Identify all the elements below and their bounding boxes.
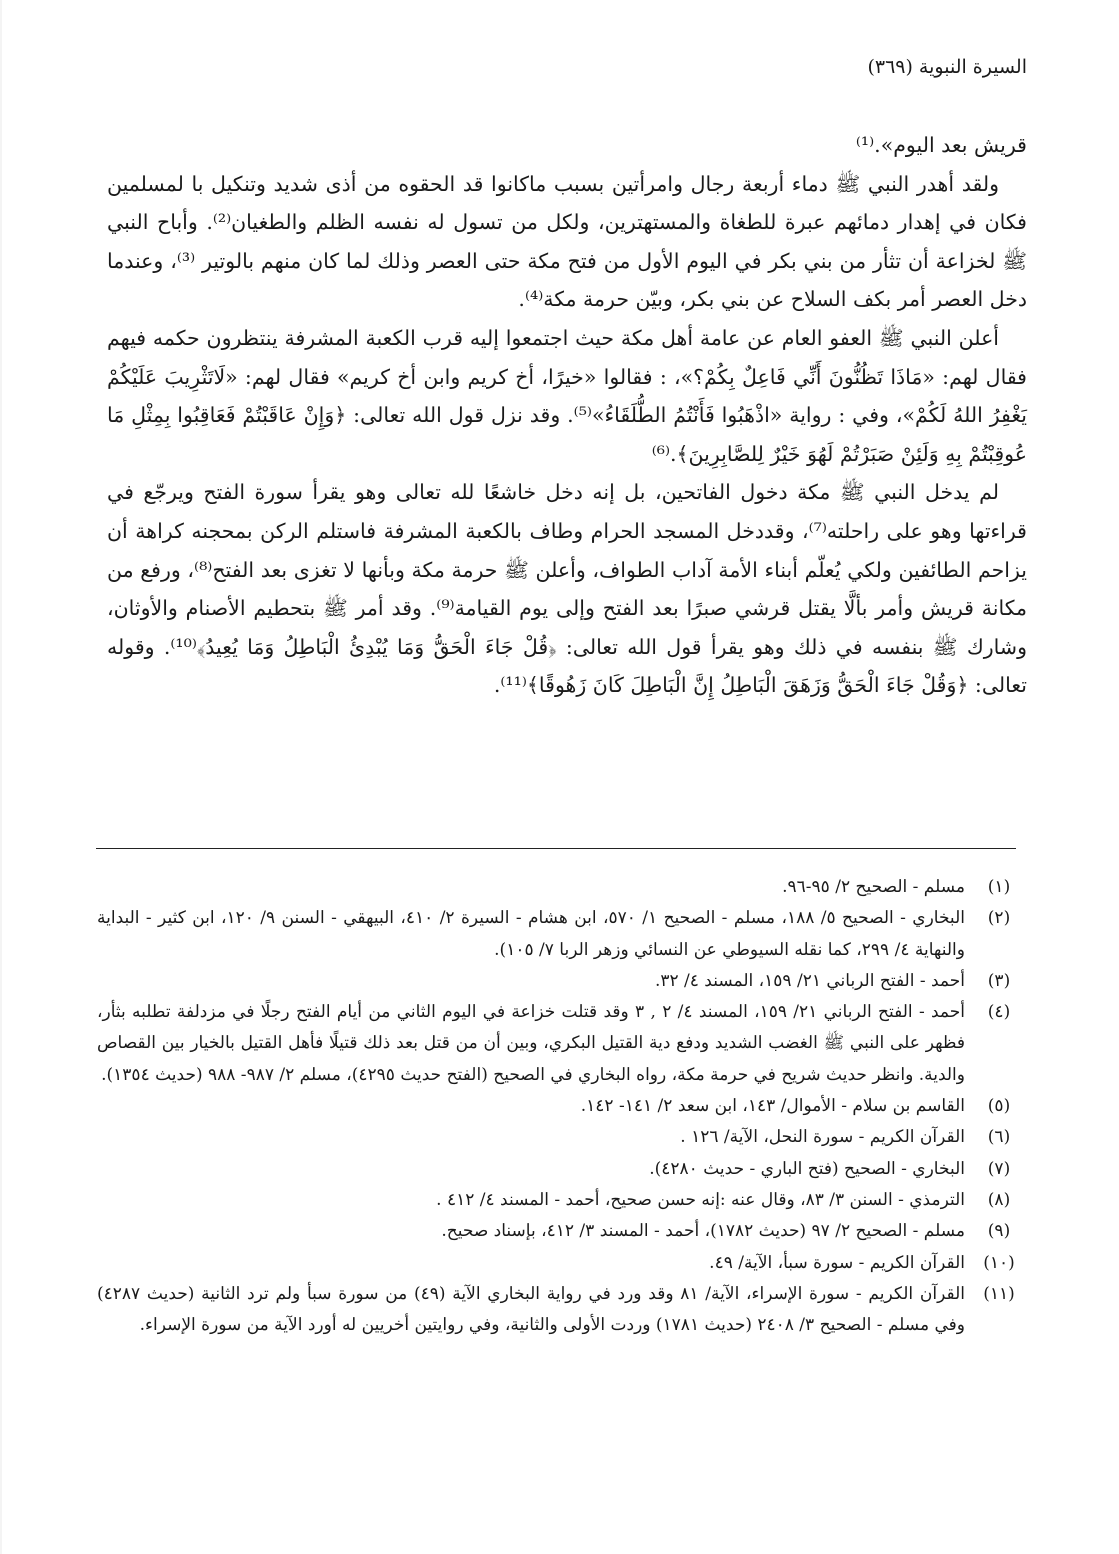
footnote-text: أحمد - الفتح الرباني ٢١/ ١٥٩، المسند ٤/ ٣٢. (654, 970, 965, 991)
footnote-text: القرآن الكريم - سورة الإسراء، الآية/ ٨١ وقد ورد في رواية البخاري الآية (٤٩) من سورة سبأ ولم ترد الثانية (حديث ٤٢٨٧) وفي مسلم - الصحيح ٣/ ٢٤٠٨ (حديث ١٧٨١) وردت الأولى والثانية، وفي روايتين أخريين له أورد الآية من سورة الإسراء. (97, 1283, 965, 1336)
footnote (97, 1154, 1027, 1185)
paragraph-continuation: قريش بعد اليوم».⁽¹⁾ (855, 133, 1027, 157)
footnote-number: (٤) (987, 1002, 1011, 1023)
footnote-text: البخاري - الصحيح (فتح الباري - حديث ٤٢٨٠). (649, 1158, 965, 1179)
main-text (107, 126, 1027, 705)
footnote-number: (٢) (987, 908, 1011, 929)
footnote-text: مسلم - الصحيح ٢/ ٩٥-٩٦. (782, 877, 965, 897)
footnote-text: القرآن الكريم - سورة سبأ، الآية/ ٤٩. (709, 1252, 965, 1273)
footnote-number: (٩) (987, 1221, 1011, 1242)
footnote-number: (٨) (987, 1189, 1011, 1210)
footnote (97, 1248, 1027, 1279)
footnote-text: القاسم بن سلام - الأموال/ ١٤٣، ابن سعد ٢/ ١٤١- ١٤٢. (580, 1096, 965, 1117)
footnote-divider (96, 848, 1016, 849)
footnotes-list (97, 872, 1027, 1341)
footnote (97, 1279, 1027, 1342)
footnote-text: البخاري - الصحيح ٥/ ١٨٨، مسلم - الصحيح ١/ ٥٧٠، ابن هشام - السيرة ٢/ ٤١٠، البيهقي - السنن ٩/ ١٢٠، ابن كثير - البداية والنهاية ٤/ ٢٩٩، كما نقله السيوطي عن النسائي وزهر الربا ٧/ ١٠٥). (97, 908, 965, 960)
paragraph: ولقد أهدر النبي ﷺ دماء أربعة رجال وامرأتين بسبب ماكانوا قد الحقوه من أذى شديد وتنكيل با لمسلمين فكان في إهدار دمائهم عبرة للطغاة والمستهترين، ولكل من تسول له نفسه الظلم والطغيان⁽²⁾. وأباح النبي ﷺ لخزاعة أن تثأر من بني بكر في اليوم الأول من فتح مكة حتى العصر وذلك لما كان منهم بالوتير ⁽³⁾، وعندما دخل العصر أمر بكف السلاح عن بني بكر، وبيّن حرمة مكة⁽⁴⁾. (107, 171, 1028, 312)
footnote (97, 872, 1027, 903)
footnote-text: أحمد - الفتح الرباني ٢١/ ١٥٩، المسند ٤/ ٢ , ٣ وقد قتلت خزاعة في اليوم الثاني من أيام الفتح رجلًا في مزدلفة تطلبه بثأر، فظهر على النبي ﷺ الغضب الشديد ودفع دية القتيل البكري، وبين أن من قتل بعد ذلك قتيلًا فأهل القتيل بالخيار بين القصاص والدية. وانظر حديث شريح في حرمة مكة، رواه البخاري في الصحيح (الفتح حديث ٤٢٩٥)، مسلم ٢/ ٩٨٧- ٩٨٨ (حديث ١٣٥٤). (97, 1002, 965, 1085)
footnote-text: مسلم - الصحيح ٢/ ٩٧ (حديث ١٧٨٢)، أحمد - المسند ٣/ ٤١٢، بإسناد صحيح. (441, 1221, 965, 1242)
footnote-number: (١) (987, 877, 1011, 897)
footnote-number: (٦) (987, 1127, 1011, 1148)
paragraph: لم يدخل النبي ﷺ مكة دخول الفاتحين، بل إنه دخل خاشعًا لله تعالى وهو يقرأ سورة الفتح ويرجّع في قراءتها وهو على راحلته⁽⁷⁾، وقددخل المسجد الحرام وطاف بالكعبة المشرفة فاستلم الركن بمحجنه كراهة أن يزاحم الطائفين ولكي يُعلّم أبناء الأمة آداب الطواف، وأعلن ﷺ حرمة مكة وبأنها لا تغزى بعد الفتح⁽⁸⁾، ورفع من مكانة قريش وأمر بألَّا يقتل قرشي صبرًا بعد الفتح وإلى يوم القيامة⁽⁹⁾. وقد أمر ﷺ بتحطيم الأصنام والأوثان، وشارك ﷺ بنفسه في ذلك وهو يقرأ قول الله تعالى: ﴿قُلْ جَاءَ الْحَقُّ وَمَا يُبْدِئُ الْبَاطِلُ وَمَا يُعِيدُ﴾⁽¹⁰⁾. وقوله تعالى: ﴿وَقُلْ جَاءَ الْحَقُّ وَزَهَقَ الْبَاطِلُ إِنَّ الْبَاطِلَ كَانَ زَهُوقًا﴾⁽¹¹⁾. (107, 480, 1028, 698)
footnote-number: (١٠) (983, 1252, 1015, 1273)
footnote-number: (٧) (987, 1158, 1011, 1179)
running-head: السيرة النبوية (٣٦٩) (867, 56, 1027, 78)
page-edge (0, 0, 2, 1554)
footnote (97, 1185, 1027, 1216)
footnote (97, 1122, 1027, 1153)
footnote-text: القرآن الكريم - سورة النحل، الآية/ ١٢٦ . (680, 1127, 965, 1148)
footnote (97, 1091, 1027, 1122)
footnote-number: (٣) (987, 970, 1011, 991)
paragraph: أعلن النبي ﷺ العفو العام عن عامة أهل مكة حيث اجتمعوا إليه قرب الكعبة المشرفة ينتظرون حكمه فيهم فقال لهم: «مَاذَا تَظُنُّونَ أَنِّي فَاعِلٌ بِكُمْ؟»، : فقالوا «خيرًا، أخ كريم وابن أخ كريم» فقال لهم: «لَاتَثْرِيبَ عَلَيْكُمْ يَغْفِرُ اللهُ لَكُمْ»، وفي : رواية «اذْهَبُوا فَأَنْتُمُ الطُّلَقَاءُ»⁽⁵⁾. وقد نزل قول الله تعالى: ﴿وَإِنْ عَاقَبْتُمْ فَعَاقِبُوا بِمِثْلِ مَا عُوقِبْتُمْ بِهِ وَلَئِنْ صَبَرْتُمْ لَهُوَ خَيْرٌ لِلصَّابِرِينَ﴾.⁽⁶⁾ (107, 325, 1027, 466)
footnote (97, 966, 1027, 997)
footnote-text: الترمذي - السنن ٣/ ٨٣، وقال عنه :إنه حسن صحيح، أحمد - المسند ٤/ ٤١٢ . (436, 1189, 965, 1210)
footnote-number: (٥) (987, 1096, 1011, 1117)
footnote (97, 1216, 1027, 1247)
footnote-number: (١١) (983, 1283, 1015, 1304)
footnote (97, 997, 1027, 1091)
footnote (97, 903, 1027, 966)
